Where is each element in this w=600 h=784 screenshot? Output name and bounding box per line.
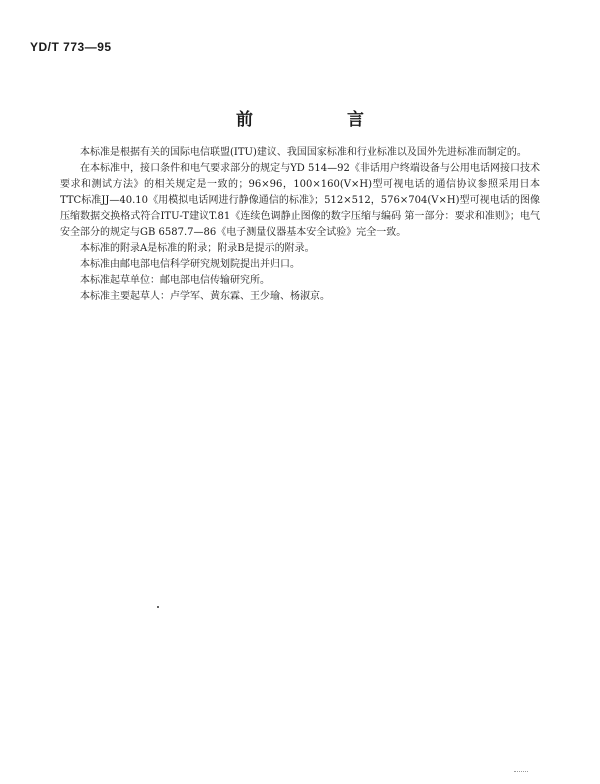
preface-body: [60, 145, 540, 305]
paragraph-basis: 本标准是根据有关的国际电信联盟(ITU)建议、我国国家标准和行业标准以及国外先进标准而制定的。: [80, 147, 527, 158]
scan-mark: [514, 768, 528, 772]
paragraph-drafting-unit: 本标准起草单位：邮电部电信传输研究所。: [80, 275, 270, 286]
scan-speck: [157, 606, 159, 608]
standard-code: YD/T 773—95: [30, 40, 112, 54]
section-title: 前 言: [236, 110, 408, 130]
paragraph-appendices: 本标准的附录A是标准的附录；附录B是提示的附录。: [80, 243, 315, 254]
paragraph-proposer: 本标准由邮电部电信科学研究规划院提出并归口。: [80, 259, 300, 270]
paragraph-consistency: 在本标准中，接口条件和电气要求部分的规定与YD 514—92《非话用户终端设备与公用电话网接口技术要求和测试方法》的相关规定是一致的；96×96，100×160(V×H)型可视电话的通信协议参照采用日本TTC标准JJ—40.10《用模拟电话网进行静像通信的标准》；512×512，576×704(V×H)型可视电话的图像压缩数据交换格式符合ITU-T建议T.81《连续色调静止图像的数字压缩与编码 第一部分：要求和准则》；电气安全部分的规定与GB 6587.7—86《电子测量仪器基本安全试验》完全一致。: [60, 163, 540, 238]
paragraph-drafters: 本标准主要起草人：卢学军、黄东霖、王少瑜、杨淑京。: [80, 291, 330, 302]
